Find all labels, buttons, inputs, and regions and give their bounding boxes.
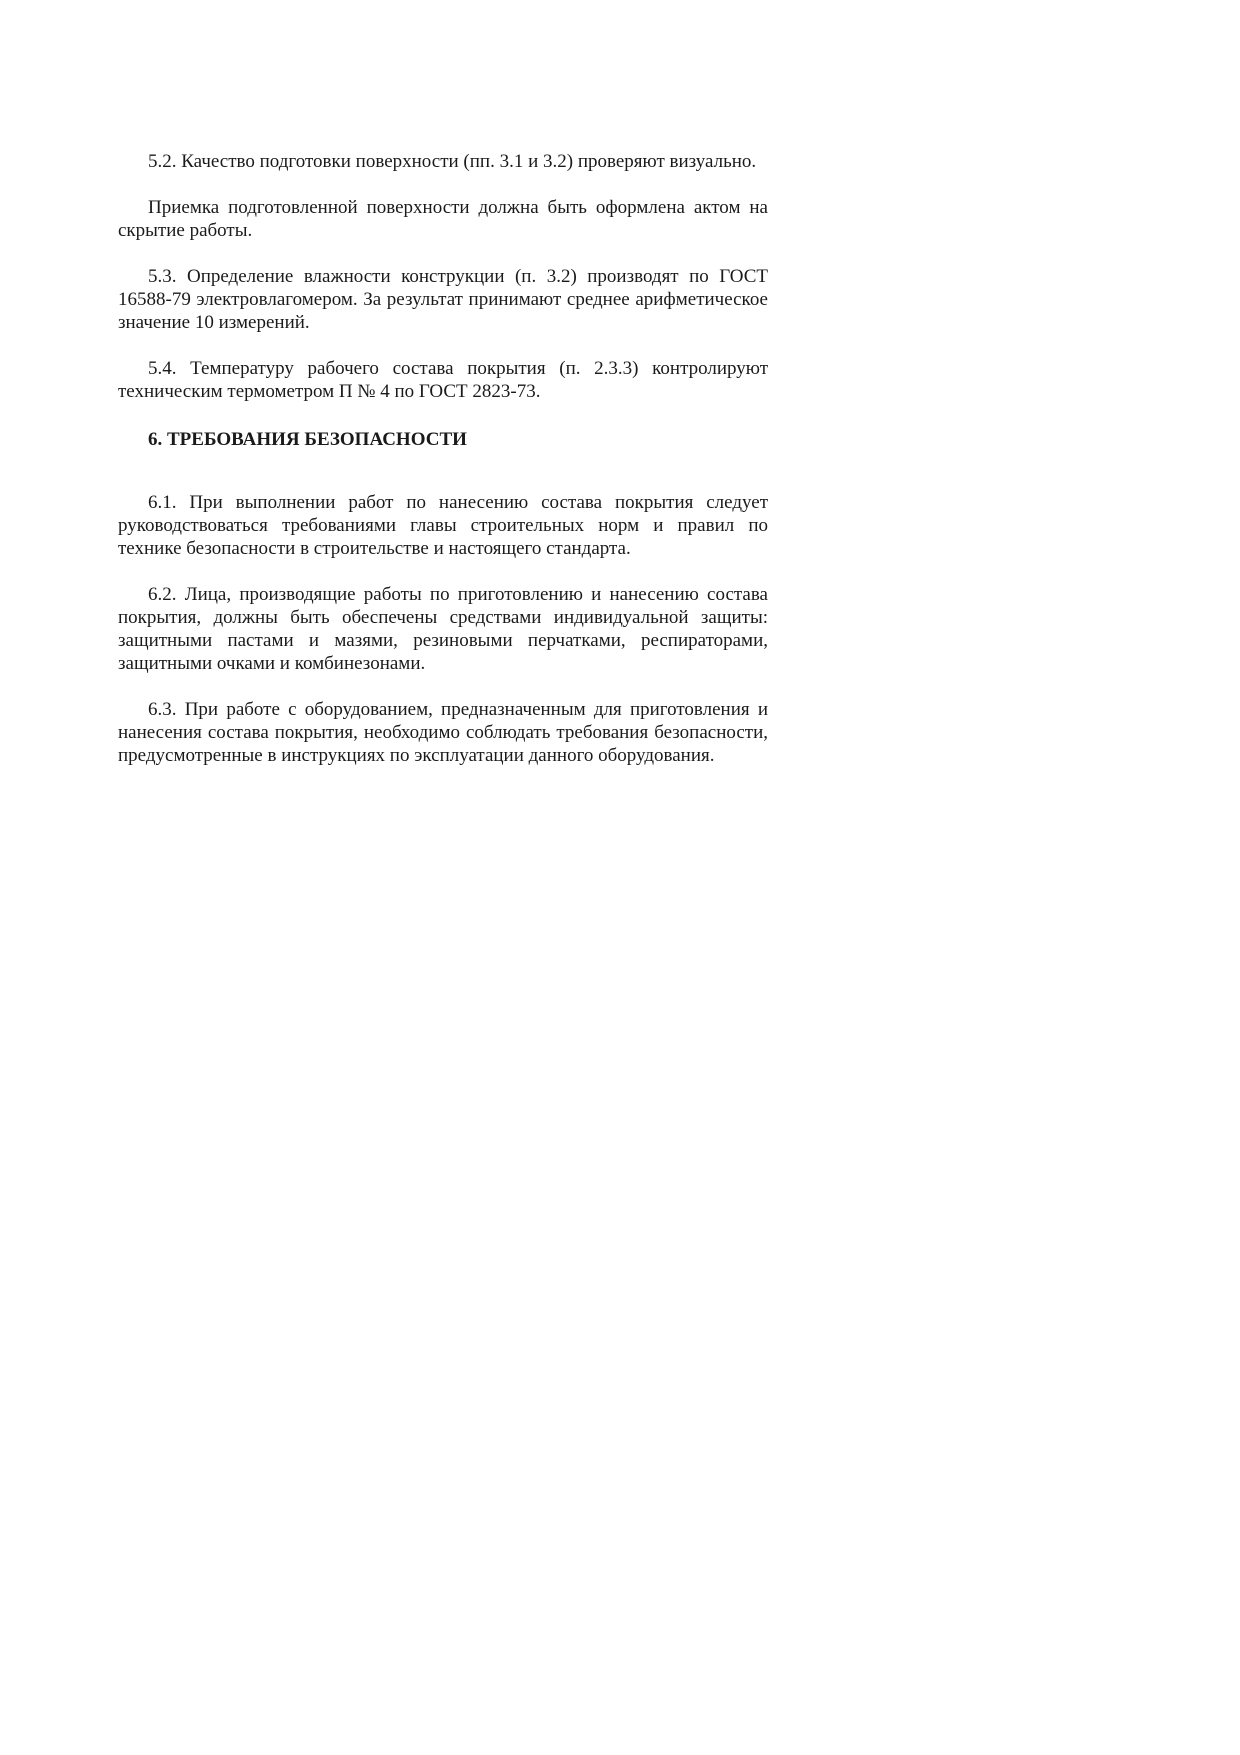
paragraph-5-4: 5.4. Температуру рабочего состава покрытия (п. 2.3.3) контролируют техническим термометром П № 4 по ГОСТ 2823-73. [118,358,768,402]
paragraph-5-3: 5.3. Определение влажности конструкции (п. 3.2) производят по ГОСТ 16588-79 электровлагомером. За результат принимают среднее арифметическое значение 10 измерений. [118,266,768,333]
section-6-heading: 6. ТРЕБОВАНИЯ БЕЗОПАСНОСТИ [148,429,467,450]
paragraph-5-2: 5.2. Качество подготовки поверхности (пп. 3.1 и 3.2) проверяют визуально. [148,151,757,172]
document-body [118,150,768,790]
paragraph-6-2: 6.2. Лица, производящие работы по приготовлению и нанесению состава покрытия, должны быть обеспечены средствами индивидуальной защиты: защитными пастами и мазями, резиновыми перчатками, респираторами, защитными очками и комбинезонами. [118,584,768,674]
paragraph-5-2-acceptance: Приемка подготовленной поверхности должна быть оформлена актом на скрытие работы. [118,197,768,241]
paragraph-6-1: 6.1. При выполнении работ по нанесению состава покрытия следует руководствоваться требованиями главы строительных норм и правил по технике безопасности в строительстве и настоящего стандарта. [118,492,768,559]
paragraph-6-3: 6.3. При работе с оборудованием, предназначенным для приготовления и нанесения состава покрытия, необходимо соблюдать требования безопасности, предусмотренные в инструкциях по эксплуатации данного оборудования. [118,699,768,766]
